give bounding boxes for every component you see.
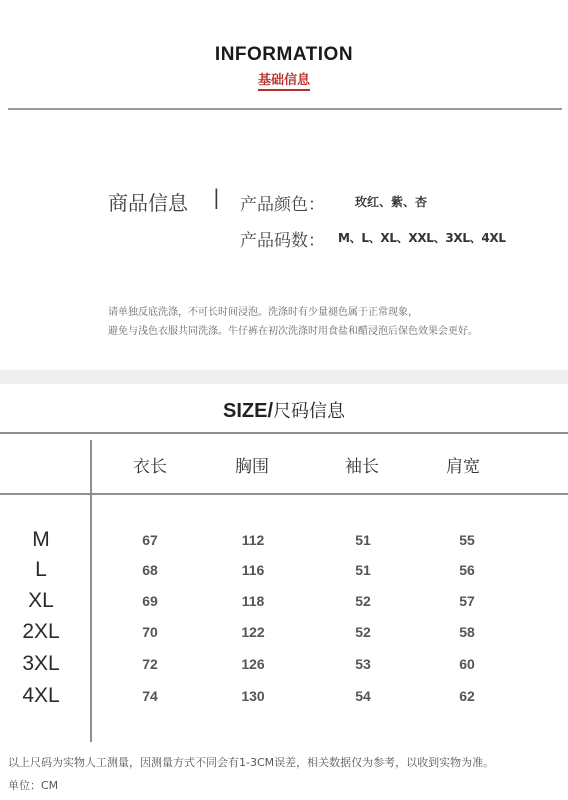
cell-shoulder: 55 [459, 532, 475, 548]
product-color-label: 产品颜色： [240, 195, 325, 215]
row-size-label: 3XL [22, 652, 60, 675]
cell-sleeve: 51 [355, 532, 371, 548]
cell-shoulder: 62 [459, 688, 475, 704]
cell-sleeve: 54 [355, 688, 371, 704]
row-size-label: 4XL [22, 684, 60, 707]
product-size-value: M、L、XL、XXL、3XL、4XL [338, 231, 506, 245]
table-top-rule [0, 432, 568, 434]
cell-shoulder: 60 [459, 656, 475, 672]
row-size-label: XL [28, 589, 54, 612]
table-header-rule [0, 493, 568, 495]
cell-chest: 118 [241, 593, 265, 609]
cell-sleeve: 52 [355, 593, 371, 609]
section-band [0, 370, 568, 384]
cell-length: 68 [142, 562, 158, 578]
cell-shoulder: 58 [459, 624, 475, 640]
row-size-label: M [32, 528, 50, 551]
product-info-separator: | [213, 185, 220, 209]
col-header-shoulder: 肩宽 [446, 457, 480, 477]
row-size-label: L [35, 558, 47, 581]
cell-chest: 116 [241, 562, 265, 578]
size-section-title [0, 397, 568, 423]
cell-sleeve: 52 [355, 624, 371, 640]
unit-label: 单位：CM [8, 779, 59, 792]
cell-chest: 126 [241, 656, 265, 672]
cell-chest: 130 [241, 688, 265, 704]
basic-info-subheading [0, 69, 568, 88]
cell-length: 74 [142, 688, 158, 704]
col-header-chest: 胸围 [235, 457, 269, 477]
measurement-note: 以上尺码为实物人工测量，因测量方式不同会有1-3CM误差，相关数据仅为参考，以收到实物为准。 [8, 756, 495, 769]
cell-shoulder: 56 [459, 562, 475, 578]
cell-length: 70 [142, 624, 158, 640]
product-color-value: 玫红、紫、杏 [355, 195, 428, 209]
size-title-cn: 尺码信息 [273, 401, 345, 422]
cell-sleeve: 51 [355, 562, 371, 578]
table-vertical-divider [90, 440, 92, 742]
product-info-label: 商品信息 [108, 191, 188, 215]
cell-chest: 112 [241, 532, 265, 548]
cell-sleeve: 53 [355, 656, 371, 672]
cell-shoulder: 57 [459, 593, 475, 609]
header-divider [8, 108, 562, 110]
col-header-length: 衣长 [133, 457, 167, 477]
care-instructions-line-1: 请单独反底洗涤，不可长时间浸泡。洗涤时有少量褪色属于正常现象， [108, 307, 418, 318]
row-size-label: 2XL [22, 620, 60, 643]
cell-length: 67 [142, 532, 158, 548]
care-instructions-line-2: 避免与浅色衣服共同洗涤。牛仔裤在初次洗涤时用食盐和醋浸泡后保色效果会更好。 [108, 326, 478, 337]
cell-length: 72 [142, 656, 158, 672]
size-title-en: SIZE/ [222, 400, 273, 422]
col-header-sleeve: 袖长 [345, 457, 379, 477]
basic-info-subheading-text: 基础信息 [258, 73, 310, 91]
product-size-label: 产品码数： [240, 231, 325, 251]
information-heading: INFORMATION [214, 44, 354, 65]
cell-length: 69 [142, 593, 158, 609]
cell-chest: 122 [241, 624, 265, 640]
